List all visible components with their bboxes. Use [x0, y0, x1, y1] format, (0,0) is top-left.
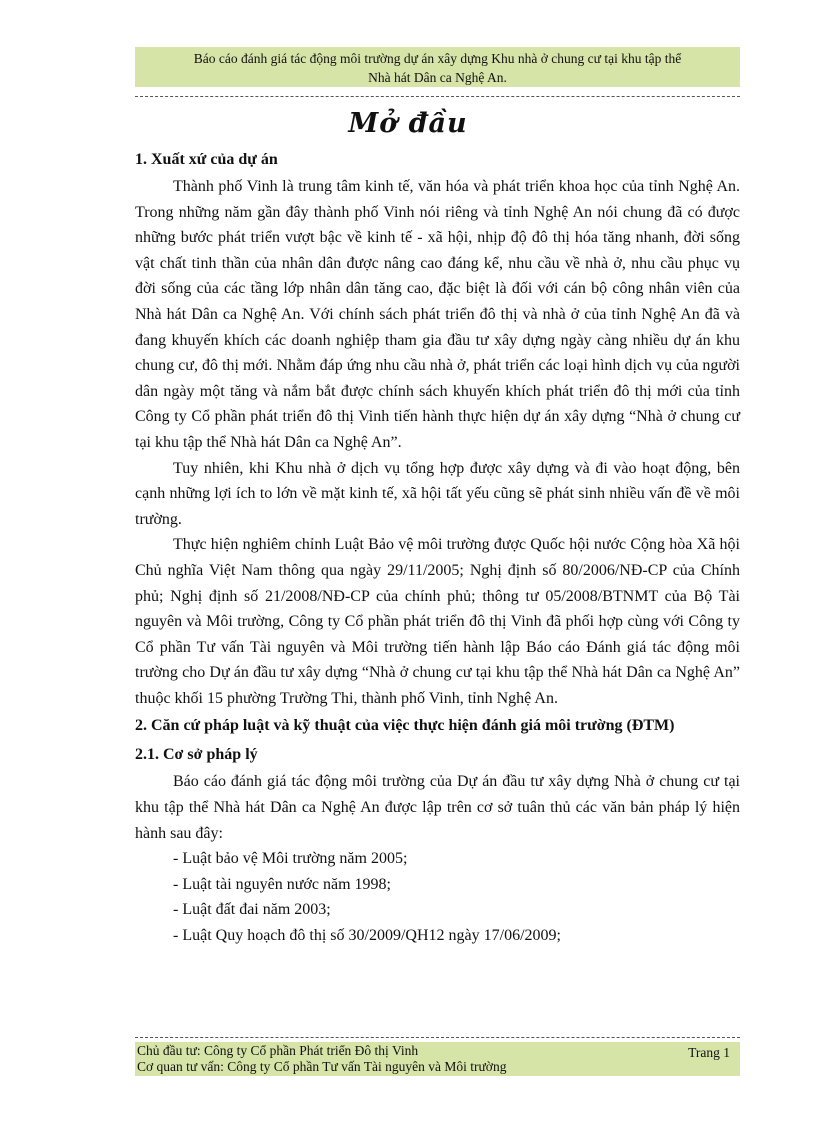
list-item: - Luật bảo vệ Môi trường năm 2005;: [173, 850, 408, 868]
document-body: [135, 145, 740, 949]
paragraph: Thành phố Vinh là trung tâm kinh tế, văn hóa và phát triển khoa học của tỉnh Nghệ An. Trong những năm gần đây thành phố Vinh nói riêng và tỉnh Nghệ An nói chung đã có được những bước phát triển vượt bậc về kinh tế - xã hội, nhịp độ đô thị hóa tăng nhanh, đời sống vật chất tinh thần của nhân dân được nâng cao đáng kể, nhu cầu về nhà ở, nhu cầu phục vụ đời sống của các tầng lớp nhân dân tăng cao, đặc biệt là đối với cán bộ công nhân viên của Nhà hát Dân ca Nghệ An. Với chính sách phát triển đô thị và nhà ở của tỉnh Nghệ An đã và đang khuyến khích các doanh nghiệp tham gia đầu tư xây dựng ngày càng nhiều dự án khu chung cư, đô thị mới. Nhằm đáp ứng nhu cầu nhà ở, phát triển các loại hình dịch vụ của người dân ngày một tăng và nắm bắt được chính sách khuyến khích phát triển đô thị mới của tỉnh Công ty Cổ phần phát triển đô thị Vinh tiến hành thực hiện dự án xây dựng “Nhà ở chung cư tại khu tập thể Nhà hát Dân ca Nghệ An”.: [135, 178, 740, 451]
paragraph: Tuy nhiên, khi Khu nhà ở dịch vụ tổng hợp được xây dựng và đi vào hoạt động, bên cạnh những lợi ích to lớn về mặt kinh tế, xã hội tất yếu cũng sẽ phát sinh nhiều vấn đề về môi trường.: [135, 459, 740, 528]
page-footer: [135, 1042, 740, 1076]
header-line-2: Nhà hát Dân ca Nghệ An.: [368, 70, 507, 85]
paragraph: Báo cáo đánh giá tác động môi trường của Dự án đầu tư xây dựng Nhà ở chung cư tại khu tập thể Nhà hát Dân ca Nghệ An được lập trên cơ sở tuân thủ các văn bản pháp lý hiện hành sau đây:: [135, 773, 740, 842]
page-title: Mở đầu: [348, 108, 468, 139]
header-line-1: Báo cáo đánh giá tác động môi trường dự án xây dựng Khu nhà ở chung cư tại khu tập thể: [193, 51, 682, 66]
footer-consultant: Cơ quan tư vấn: Công ty Cổ phần Tư vấn Tài nguyên và Môi trường: [137, 1059, 507, 1074]
section-2-heading: 2. Căn cứ pháp luật và kỹ thuật của việc thực hiện đánh giá môi trường (ĐTM): [135, 717, 675, 735]
page-number: Trang 1: [688, 1045, 730, 1060]
list-item: - Luật đất đai năm 2003;: [173, 901, 331, 919]
list-item: - Luật Quy hoạch đô thị số 30/2009/QH12 ngày 17/06/2009;: [173, 927, 561, 945]
footer-divider: [135, 1037, 740, 1038]
list-item: - Luật tài nguyên nước năm 1998;: [173, 875, 391, 893]
paragraph: Thực hiện nghiêm chỉnh Luật Bảo vệ môi trường được Quốc hội nước Cộng hòa Xã hội Chủ nghĩa Việt Nam thông qua ngày 29/11/2005; Nghị định số 80/2006/NĐ-CP của Chính phủ; Nghị định số 21/2008/NĐ-CP của chính phủ; thông tư 05/2008/BTNMT của Bộ Tài nguyên và Môi trường, Công ty Cổ phần phát triển đô thị Vinh đã phối hợp cùng với Công ty Cổ phần Tư vấn Tài nguyên và Môi trường tiến hành lập Báo cáo Đánh giá tác động môi trường cho Dự án đầu tư xây dựng “Nhà ở chung cư tại khu tập thể Nhà hát Dân ca Nghệ An” thuộc khối 15 phường Trường Thi, thành phố Vinh, tỉnh Nghệ An.: [135, 536, 740, 707]
section-1-heading: 1. Xuất xứ của dự án: [135, 151, 278, 168]
footer-credits: [137, 1043, 506, 1075]
header-divider: [135, 96, 740, 97]
page-header: [135, 47, 740, 87]
footer-investor: Chủ đầu tư: Công ty Cổ phần Phát triển Đô thị Vinh: [137, 1043, 419, 1058]
legal-basis-list: [135, 846, 740, 948]
section-2-1-heading: 2.1. Cơ sở pháp lý: [135, 746, 258, 764]
